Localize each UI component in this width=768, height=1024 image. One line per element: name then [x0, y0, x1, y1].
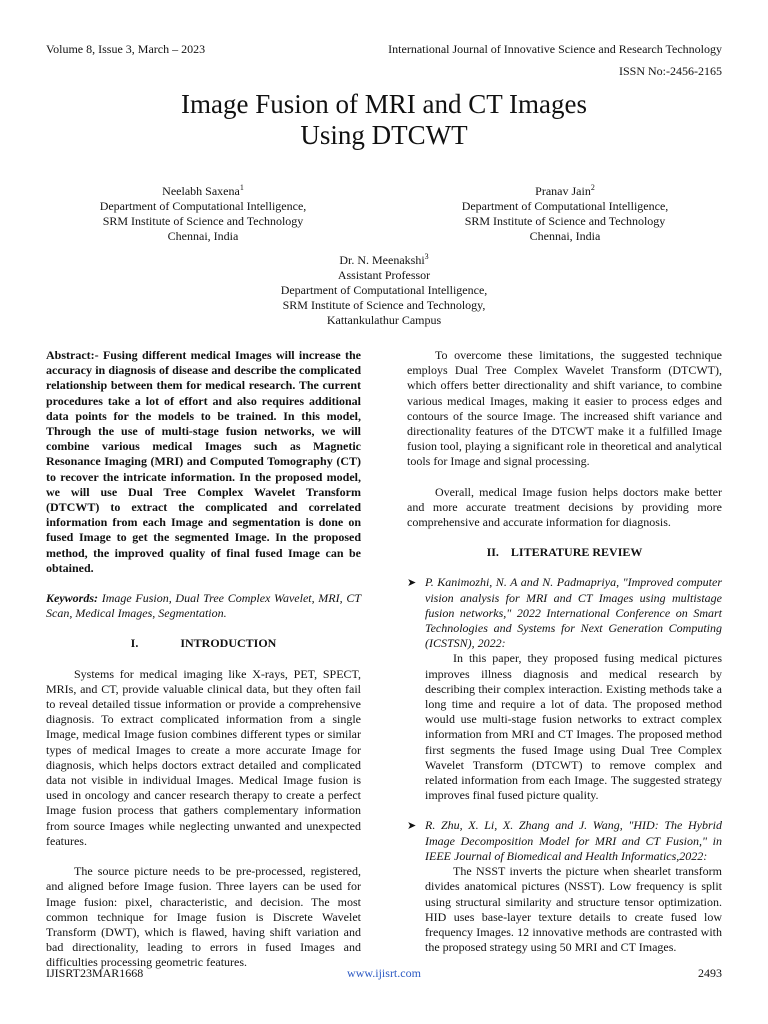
intro-paragraph-1: Systems for medical imaging like X-rays, PET, SPECT, MRIs, and CT, provide valuable clinical data, but they often fail to reveal detailed tissue information or provide a comprehensive diagnosis. To extract complicated information from a single Image, medical Image fusion combines different types or similar types of medical Images to create a more accurate Image for diagnosis, which helps doctors extract detailed and complicated data not visible in individual Images. Medical Image fusion is used in oncology and cancer research therapy to create a perfect Image fusion process that gathers complementary information from source Images while neglecting unwanted and unexpected features. [46, 666, 361, 848]
left-column [46, 348, 361, 971]
keywords [46, 591, 361, 621]
paper-id: IJISRT23MAR1668 [46, 966, 144, 980]
section-number: II. [486, 545, 499, 560]
keywords-label: Keywords: [46, 591, 98, 606]
author-block-3 [234, 249, 534, 328]
journal-name: International Journal of Innovative Science and Research Technology [388, 42, 722, 56]
right-paragraph-1: To overcome these limitations, the suggested technique employs Dual Tree Complex Wavelet Transform (DTCWT), which offers better directionality and shift variance, to combine various medical Images, making it easier to process edges and contours of the source Image. The increased shift variance and directionality features of the DTCWT make it a fulfilled Image fusion tool, playing a significant role in theoretical and analytical tools for Image and signal processing. [407, 348, 722, 469]
reference-item [407, 818, 722, 864]
author-block-1 [78, 180, 328, 244]
section-title: LITERATURE REVIEW [510, 545, 643, 560]
author-affiliation: Assistant Professor [337, 268, 431, 282]
title-line-2: Using DTCWT [300, 120, 468, 150]
author-block-2 [440, 180, 690, 244]
reference-citation: R. Zhu, X. Li, X. Zhang and J. Wang, "HID: The Hybrid Image Decomposition Model for MRI and CT Fusion," in IEEE Journal of Biomedical and Health Informatics,2022: [425, 818, 722, 863]
author-sup: 1 [239, 183, 244, 192]
reference-summary: The NSST inverts the picture when shearlet transform divides anatomical pictures (NSST). Low frequency is split using structural similarity and structure tensor optimization. HID uses base-layer texture details to create fused low frequency Images. 12 innovative methods are contrasted with the proposed strategy using 50 MRI and CT Images. [425, 864, 722, 955]
right-column [407, 348, 722, 955]
author-affiliation: SRM Institute of Science and Technology [464, 214, 666, 228]
section-number: I. [130, 636, 139, 651]
reference-item [407, 575, 722, 651]
intro-paragraph-2: The source picture needs to be pre-processed, registered, and aligned before Image fusion. Three layers can be used for Image fusion: pixel, characteristic, and decision. The most common technique for Image fusion is Discrete Wavelet Transform (DWT), which is flawed, having shift variation and bad directionality, leading to errors in fused Images and difficulties processing geometric features. [46, 864, 361, 970]
abstract: Abstract:- Fusing different medical Images will increase the accuracy in diagnosis of disease and describe the complicated relationship between them for medical research. The current procedures take a lot of effort and also requires additional data points for the models to be trained. In this model, Through the use of multi-stage fusion networks, we will combine various medical Images such as Magnetic Resonance Imaging (MRI) and Computed Tomography (CT) to recover the intricate information. In the proposed model, we will use Dual Tree Complex Wavelet Transform (DTCWT) to extract the complicated and correlated information from each Image and segmentation is done on fused Image to get the segmented Image. In the proposed method, the improved quality of final fused Image can be obtained. [46, 348, 361, 575]
author-affiliation: Chennai, India [529, 229, 601, 243]
section-heading-introduction [46, 636, 361, 651]
author-sup: 2 [590, 183, 595, 192]
right-paragraph-2: Overall, medical Image fusion helps doctors make better and more accurate treatment decisions by providing more comprehensive and accurate information for diagnosis. [407, 484, 722, 530]
author-name: Neelabh Saxena [162, 184, 240, 198]
author-affiliation: Chennai, India [167, 229, 239, 243]
author-affiliation: Department of Computational Intelligence, [280, 283, 488, 297]
author-name: Pranav Jain [535, 184, 591, 198]
paper-title [0, 89, 768, 151]
journal-website-link[interactable]: www.ijisrt.com [347, 966, 421, 980]
author-affiliation: Department of Computational Intelligence, [461, 199, 669, 213]
reference-summary: In this paper, they proposed fusing medical pictures improves illness diagnosis and medical research by describing their complex interaction. Existing methods take a long time and require a lot of data. The proposed method would use multi-stage fusion networks to extract complex information from MRI and CT Images. The proposed method first segments the fused Image using Dual Tree Complex Wavelet Transform (DTCWT) to remove complex and related information from each Image. The suggested strategy improves final fused picture quality. [425, 651, 722, 803]
page-number: 2493 [698, 966, 722, 980]
author-affiliation: Department of Computational Intelligence, [99, 199, 307, 213]
keywords-text: Image Fusion, Dual Tree Complex Wavelet, MRI, CT Scan, Medical Images, Segmentation. [46, 591, 361, 621]
author-affiliation: Kattankulathur Campus [326, 313, 442, 327]
author-name: Dr. N. Meenakshi [339, 253, 425, 267]
author-affiliation: SRM Institute of Science and Technology, [282, 298, 486, 312]
arrow-bullet-icon: ➤ [407, 577, 417, 590]
author-sup: 3 [424, 252, 429, 261]
arrow-bullet-icon: ➤ [407, 820, 417, 833]
section-title: INTRODUCTION [180, 636, 277, 651]
issn: ISSN No:-2456-2165 [618, 64, 722, 78]
reference-citation: P. Kanimozhi, N. A and N. Padmapriya, "Improved computer vision analysis for MRI and CT Images using multistage fusion networks," 2022 International Conference on Smart Technologies and Systems for Next Generation Computing (ICSTSN), 2022: [425, 575, 722, 651]
volume-info: Volume 8, Issue 3, March – 2023 [46, 42, 206, 56]
author-affiliation: SRM Institute of Science and Technology [102, 214, 304, 228]
section-heading-literature-review [407, 545, 722, 560]
title-line-1: Image Fusion of MRI and CT Images [181, 89, 587, 119]
